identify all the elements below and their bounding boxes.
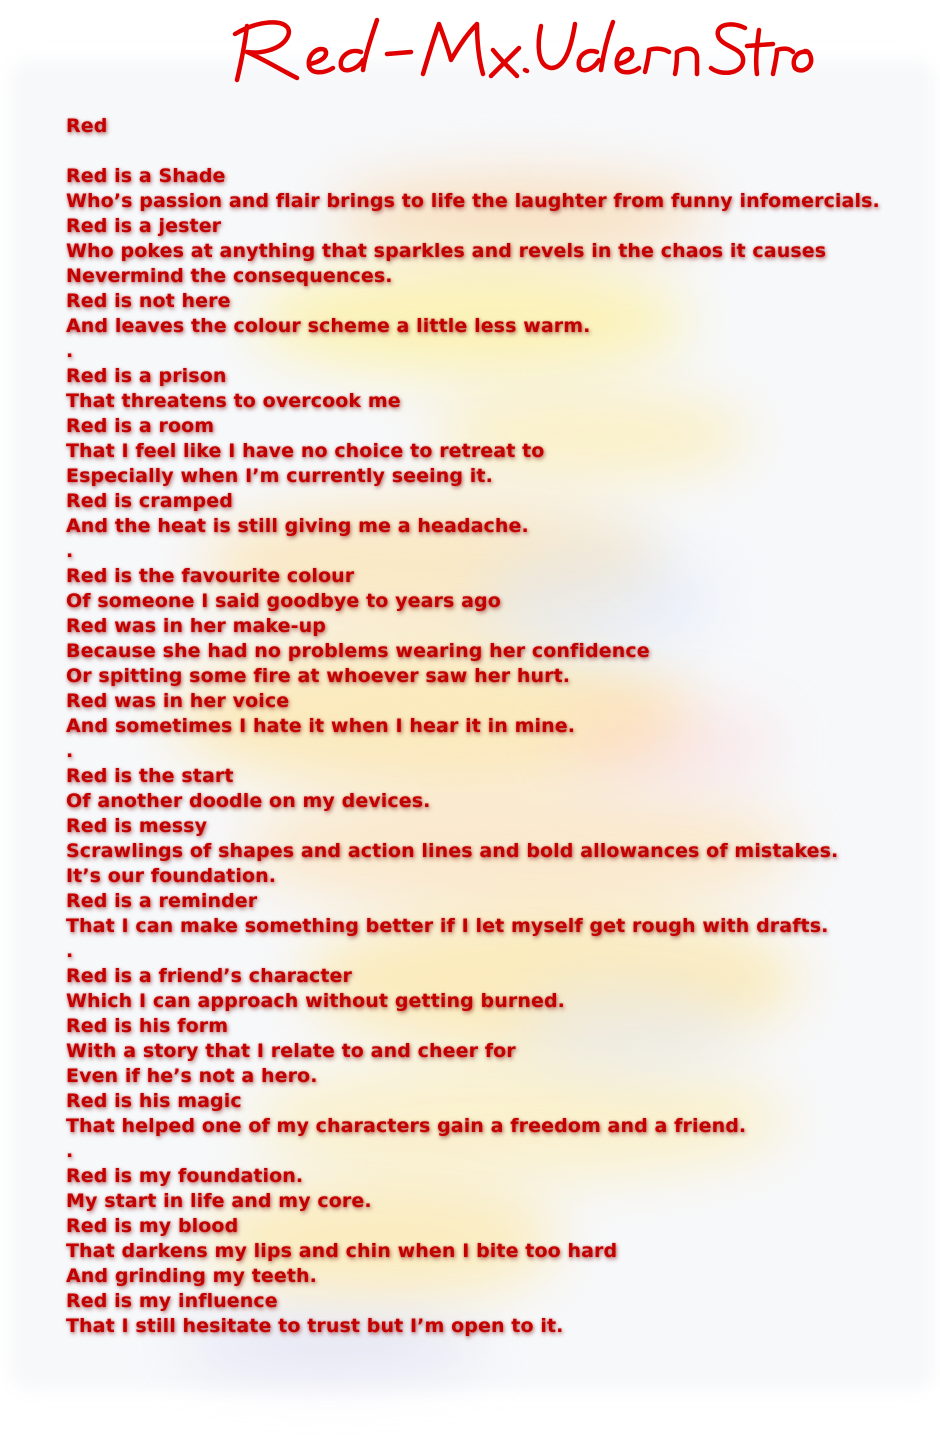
poem-line: That I feel like I have no choice to retreat to <box>66 440 545 462</box>
blank-line <box>66 139 926 164</box>
poem-line: And grinding my teeth. <box>66 1265 317 1287</box>
poem-line: Red is a jester <box>66 215 222 237</box>
poem-line: That I still hesitate to trust but I’m open to it. <box>66 1315 564 1337</box>
stanza-separator: . <box>66 740 74 762</box>
handwritten-signature <box>225 8 815 88</box>
poem-line: Red is a friend’s character <box>66 965 353 987</box>
poem-line: Red is the favourite colour <box>66 565 355 587</box>
poem-line: Red is my influence <box>66 1290 278 1312</box>
poem-line: Nevermind the consequences. <box>66 265 393 287</box>
poem-line: And the heat is still giving me a headache. <box>66 515 529 537</box>
stanza-separator: . <box>66 340 74 362</box>
poem-line: Because she had no problems wearing her confidence <box>66 640 650 662</box>
poem-line: Red was in her make-up <box>66 615 326 637</box>
poem-line: Red is not here <box>66 290 231 312</box>
poem-line: With a story that I relate to and cheer for <box>66 1040 516 1062</box>
stanza-separator: . <box>66 940 74 962</box>
poem-line: It’s our foundation. <box>66 865 277 887</box>
poem-line: Even if he’s not a hero. <box>66 1065 318 1087</box>
stanza-separator: . <box>66 1140 74 1162</box>
poem-line: That threatens to overcook me <box>66 390 401 412</box>
poem-line: And sometimes I hate it when I hear it in mine. <box>66 715 576 737</box>
poem-line: That helped one of my characters gain a freedom and a friend. <box>66 1115 747 1137</box>
poem-line: Red is his form <box>66 1015 229 1037</box>
poem-title: Red <box>66 115 108 137</box>
poem-line: Red is my blood <box>66 1215 239 1237</box>
poem-line: Which I can approach without getting burned. <box>66 990 565 1012</box>
poem-line: And leaves the colour scheme a little less warm. <box>66 315 591 337</box>
signature-drawing <box>225 8 815 88</box>
poem-line: Scrawlings of shapes and action lines and bold allowances of mistakes. <box>66 840 839 862</box>
poem-line: Red is a Shade <box>66 165 226 187</box>
poem-line: Red is a room <box>66 415 215 437</box>
poem-line: Red is cramped <box>66 490 233 512</box>
poem-line: Red is a reminder <box>66 890 258 912</box>
poem-line: Red is my foundation. <box>66 1165 304 1187</box>
poem-line: Of someone I said goodbye to years ago <box>66 590 501 612</box>
poem-body <box>66 114 926 1339</box>
poem-line: Especially when I’m currently seeing it. <box>66 465 493 487</box>
poem-line: Red is his magic <box>66 1090 242 1112</box>
stanza-separator: . <box>66 540 74 562</box>
poem-line: Red is a prison <box>66 365 227 387</box>
poem-line: Or spitting some fire at whoever saw her hurt. <box>66 665 571 687</box>
poem-line: Who’s passion and flair brings to life the laughter from funny infomercials. <box>66 190 880 212</box>
poem-line: My start in life and my core. <box>66 1190 372 1212</box>
poem-line: Of another doodle on my devices. <box>66 790 431 812</box>
poem-line: That I can make something better if I let myself get rough with drafts. <box>66 915 829 937</box>
poem-line: Who pokes at anything that sparkles and revels in the chaos it causes <box>66 240 827 262</box>
poem-line: Red is messy <box>66 815 208 837</box>
poem-line: That darkens my lips and chin when I bite too hard <box>66 1240 618 1262</box>
poem-line: Red is the start <box>66 765 234 787</box>
poem-line: Red was in her voice <box>66 690 290 712</box>
